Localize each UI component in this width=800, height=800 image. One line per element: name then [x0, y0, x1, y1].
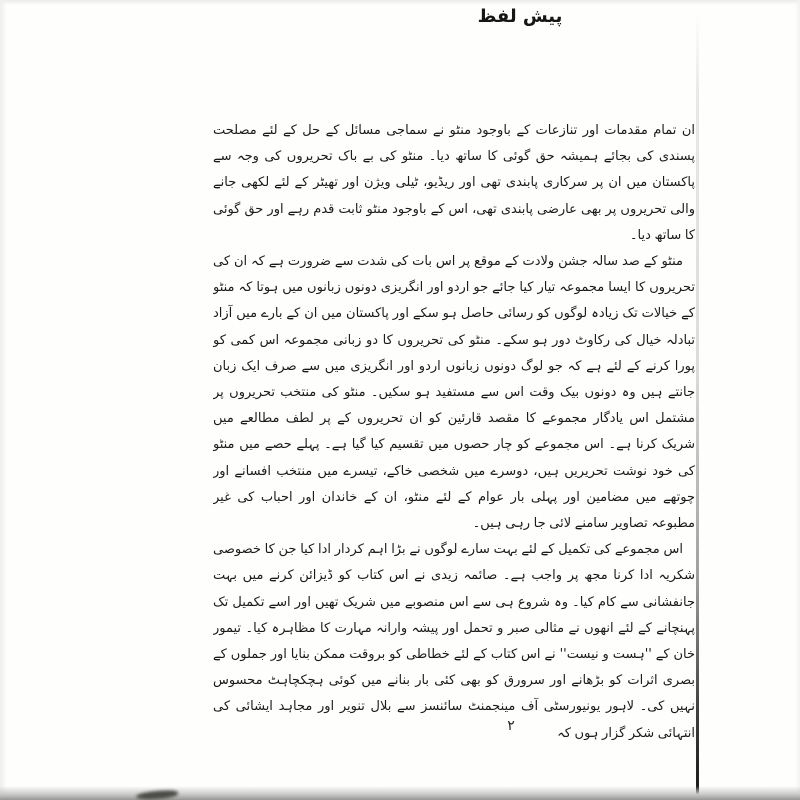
body-text [213, 118, 695, 740]
page-header-title: پیش لفظ [477, 6, 563, 27]
page-number: ۲ [507, 718, 515, 734]
scan-artifact-vertical-line [696, 15, 699, 800]
paragraph-3: اس مجموعے کی تکمیل کے لئے بہت سارے لوگوں نے بڑا اہم کردار ادا کیا جن کا خصوصی شکریہ ادا کرنا مجھ پر واجب ہے۔ صائمہ زیدی نے اس کتاب کو ڈیزائن کرنے میں بہت جانفشانی سے کام کیا۔ وہ شروع ہی سے اس منصوبے میں شریک تھیں اور اسے تکمیل تک پہنچانے کے لئے انھوں نے مثالی صبر و تحمل اور پیشہ وارانہ مہارت کا مظاہرہ کیا۔ تیمور خان کے ''ہست و نیست'' نے اس کتاب کے لئے خطاطی کو بروقت ممکن بنایا اور جملوں کے بصری اثرات کو بڑھانے اور سرورق کو بھی کئی بار بنانے میں کوئی ہچکچاہٹ محسوس نہیں کی۔ لاہور یونیورسٹی آف مینجمنٹ سائنسز سے بلال تنویر اور مجاہد ایشائی کی انتہائی شکر گزار ہوں کہ [213, 542, 695, 740]
scan-edge-bottom [0, 786, 800, 800]
scan-edge-right [795, 0, 800, 800]
scan-edge-left [0, 0, 7, 800]
scan-edge-top [0, 0, 800, 5]
paragraph-2: منٹو کے صد سالہ جشن ولادت کے موقع پر اس بات کی شدت سے ضرورت ہے کہ ان کی تحریروں کا ایسا مجموعہ تیار کیا جائے جو اردو اور انگریزی دونوں زبانوں میں ہوتا کہ منٹو کے خیالات تک زیادہ لوگوں کو رسائی حاصل ہو سکے اور پاکستان میں ان کے بارے میں آزاد تبادلہ خیال کی رکاوٹ دور ہو سکے۔ منٹو کی تحریروں کا دو زبانی مجموعہ اس کمی کو پورا کرنے کے لئے ہے کہ جو لوگ دونوں زبانوں اردو اور انگریزی میں سے صرف ایک زبان جانتے ہیں وہ دونوں بیک وقت اس سے مستفید ہو سکیں۔ منٹو کی منتخب تحریروں پر مشتمل اس یادگار مجموعے کا مقصد قارئین کو ان تحریروں کے پر لطف مطالعے میں شریک کرنا ہے۔ اس مجموعے کو چار حصوں میں تقسیم کیا گیا ہے۔ پہلے حصے میں منٹو کی خود نوشت تحریریں ہیں، دوسرے میں شخصی خاکے، تیسرے میں منتخب افسانے اور چوتھے میں مضامین اور پہلی بار عوام کے لئے منٹو، ان کے خاندان اور احباب کی غیر مطبوعہ تصاویر سامنے لائی جا رہی ہیں۔ [213, 254, 695, 532]
paragraph-1: ان تمام مقدمات اور تنازعات کے باوجود منٹو نے سماجی مسائل کے حل کے لئے مصلحت پسندی کی بجائے ہمیشہ حق گوئی کا ساتھ دیا۔ منٹو کی بے باک تحریروں کی وجہ سے پاکستان میں ان پر سرکاری پابندی تھی اور ریڈیو، ٹیلی ویژن اور تھیٹر کے لئے لکھی جانے والی تحریروں پر بھی عارضی پابندی تھی، اس کے باوجود منٹو ثابت قدم رہے اور حق گوئی کا ساتھ دیا۔ [213, 123, 695, 243]
